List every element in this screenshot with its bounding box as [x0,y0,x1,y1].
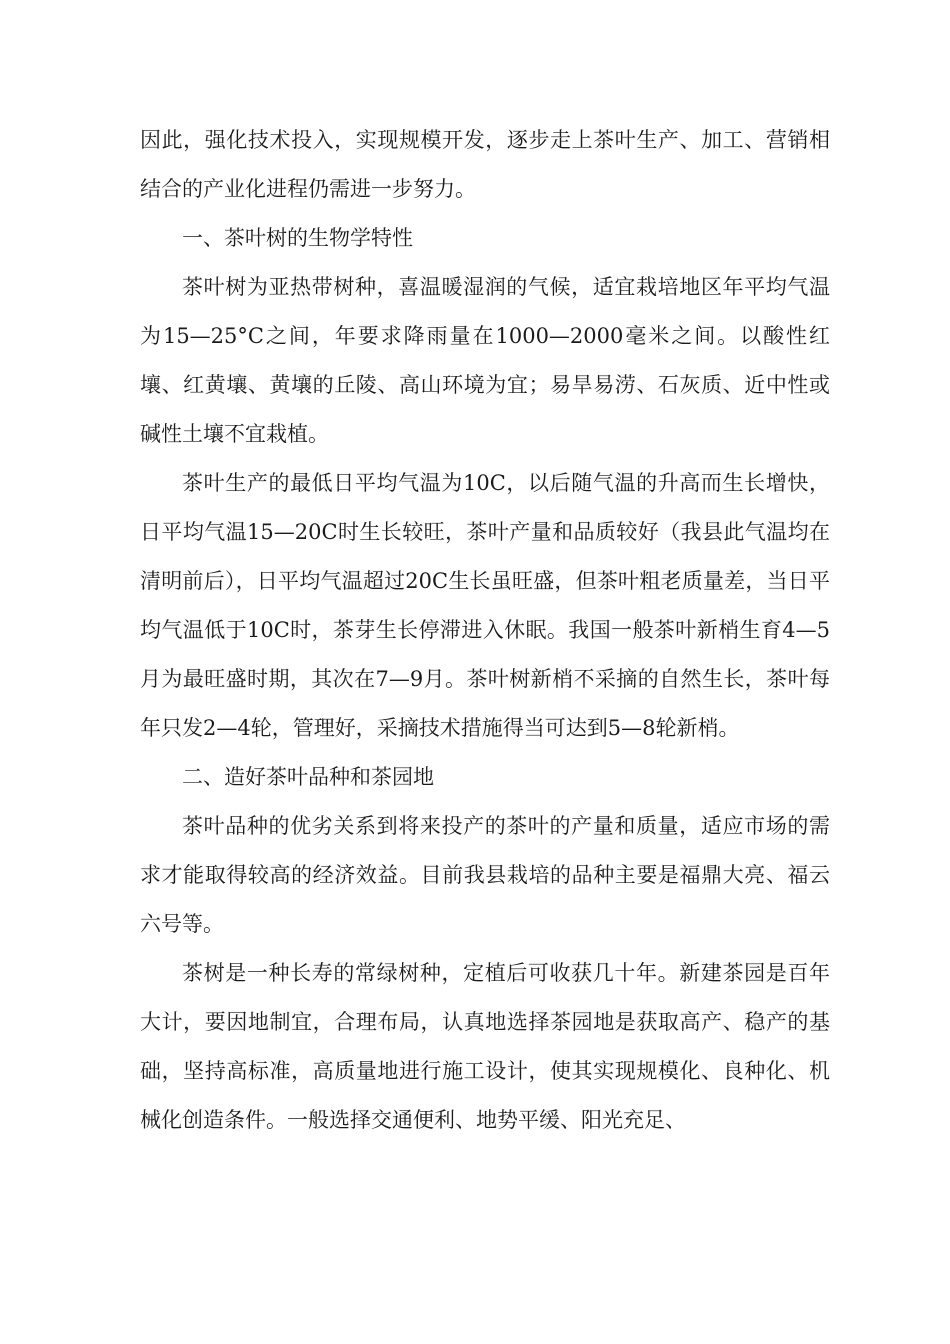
section-heading-variety: 二、造好茶叶品种和茶园地 [182,765,434,789]
paragraph-climate: 茶叶树为亚热带树种，喜温暖湿润的气候，适宜栽培地区年平均气温为15—25°C之间，年要求降雨量在1000—2000毫米之间。以酸性红壤、红黄壤、黄壤的丘陵、高山环境为宜；易旱易涝、石灰质、近中性或碱性土壤不宜栽植。 [140,275,830,446]
section-heading-biology: 一、茶叶树的生物学特性 [182,226,413,250]
paragraph-continuation: 因此，强化技术投入，实现规模开发，逐步走上茶叶生产、加工、营销相结合的产业化进程仍需进一步努力。 [140,128,830,201]
paragraph-variety: 茶叶品种的优劣关系到将来投产的茶叶的产量和质量，适应市场的需求才能取得较高的经济效益。目前我县栽培的品种主要是福鼎大亮、福云六号等。 [140,814,830,936]
paragraph-garden-site: 茶树是一种长寿的常绿树种，定植后可收获几十年。新建茶园是百年大计，要因地制宜，合理布局，认真地选择茶园地是获取高产、稳产的基础，坚持高标准，高质量地进行施工设计，使其实现规模化、良种化、机械化创造条件。一般选择交通便利、地势平缓、阳光充足、 [140,961,830,1132]
paragraph-temperature: 茶叶生产的最低日平均气温为10C，以后随气温的升高而生长增快，日平均气温15—20C时生长较旺，茶叶产量和品质较好（我县此气温均在清明前后），日平均气温超过20C生长虽旺盛，但茶叶粗老质量差，当日平均气温低于10C时，茶芽生长停滞进入休眠。我国一般茶叶新梢生育4—5月为最旺盛时期，其次在7—9月。茶叶树新梢不采摘的自然生长，茶叶每年只发2—4轮，管理好，采摘技术措施得当可达到5—8轮新梢。 [140,471,830,740]
document-body [140,116,830,1145]
